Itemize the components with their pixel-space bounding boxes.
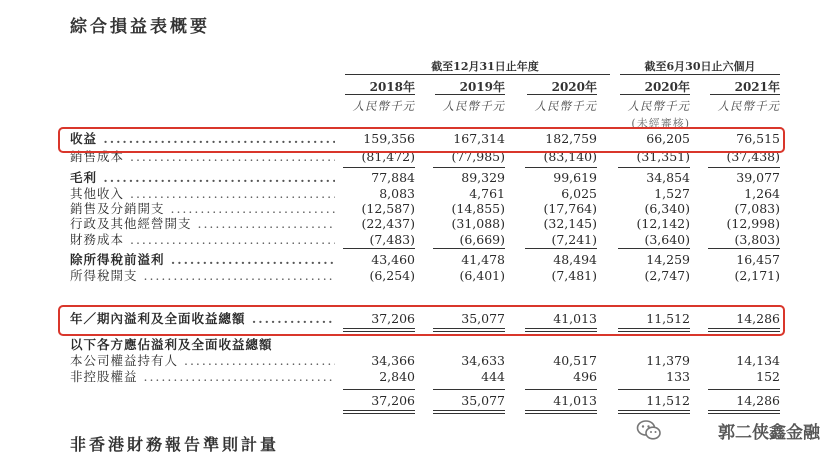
row-value: (3,640): [644, 232, 690, 247]
row-value: 99,619: [553, 170, 597, 185]
row-value: 43,460: [371, 252, 415, 267]
row-value: (7,083): [734, 201, 780, 216]
year-header: 2019年: [459, 80, 505, 94]
row-value: 14,286: [736, 311, 780, 326]
row-value: 14,259: [646, 252, 690, 267]
row-value: 1,264: [744, 186, 780, 201]
row-value: 11,512: [646, 311, 690, 326]
total-rule: [433, 410, 505, 411]
table-row: [70, 216, 790, 232]
row-value: (14,855): [451, 201, 505, 216]
row-value: (6,401): [459, 268, 505, 283]
row-value: 444: [481, 369, 505, 384]
row-label: 行政及其他經營開支 .....: [70, 216, 335, 232]
row-value: (2,747): [644, 268, 690, 283]
row-value: 48,494: [553, 252, 597, 267]
total-rule: [343, 413, 415, 414]
total-rule: [525, 248, 597, 249]
total-rule: [708, 389, 780, 390]
total-rule: [433, 413, 505, 414]
row-value: 182,759: [545, 131, 597, 146]
row-value: (2,171): [734, 268, 780, 283]
total-rule: [708, 410, 780, 411]
row-value: 14,134: [736, 353, 780, 368]
table-row: [70, 337, 790, 353]
row-value: (6,254): [369, 268, 415, 283]
total-rule: [618, 413, 690, 414]
row-value: 2,840: [379, 369, 415, 384]
row-value: 159,356: [363, 131, 415, 146]
row-value: 167,314: [453, 131, 505, 146]
row-label: 銷售及分銷開支 .....: [70, 201, 335, 217]
total-rule: [618, 248, 690, 249]
year-rule: [435, 94, 505, 95]
row-value: (83,140): [543, 149, 597, 164]
unit-label: 人民幣千元: [352, 99, 415, 113]
row-value: 4,761: [469, 186, 505, 201]
group-header-half: 截至6月30日止六個月: [644, 60, 756, 73]
row-value: 76,515: [736, 131, 780, 146]
watermark-text: 郭二侠鑫金融: [718, 423, 820, 443]
row-value: (31,088): [451, 216, 505, 231]
total-rule: [433, 248, 505, 249]
row-label: 除所得稅前溢利 .....: [70, 252, 335, 268]
row-value: (7,481): [551, 268, 597, 283]
row-value: 34,854: [646, 170, 690, 185]
total-rule: [343, 167, 415, 168]
row-value: 77,884: [371, 170, 415, 185]
row-value: 11,512: [646, 393, 690, 408]
table-row: [70, 268, 790, 284]
total-rule: [525, 389, 597, 390]
row-label: 年／期內溢利及全面收益總額 .....: [70, 311, 335, 327]
table-row: [70, 170, 790, 186]
row-value: 35,077: [461, 393, 505, 408]
unaudited-note: (未經審核): [631, 117, 690, 130]
total-rule: [343, 410, 415, 411]
row-value: 89,329: [461, 170, 505, 185]
total-rule: [343, 248, 415, 249]
total-rule: [708, 167, 780, 168]
year-header: 2020年: [551, 80, 597, 94]
year-header: 2020年: [644, 80, 690, 94]
table-row: [70, 201, 790, 217]
row-value: (3,803): [734, 232, 780, 247]
row-label: 非控股權益 .....: [70, 369, 335, 385]
row-value: (37,438): [726, 149, 780, 164]
group-header-year: 截至12月31日止年度: [431, 60, 539, 73]
row-label: 財務成本 .....: [70, 232, 335, 248]
row-value: 8,083: [379, 186, 415, 201]
unit-label: 人民幣千元: [442, 99, 505, 113]
row-value: (6,340): [644, 201, 690, 216]
row-value: 133: [666, 369, 690, 384]
highlight-revenue: [58, 127, 785, 153]
table-row: [70, 353, 790, 369]
row-value: 14,286: [736, 393, 780, 408]
table-row: [70, 252, 790, 268]
row-label: 以下各方應佔溢利及全面收益總額: [70, 337, 273, 352]
row-value: 40,517: [553, 353, 597, 368]
row-label: 其他收入 .....: [70, 186, 335, 202]
row-label: 毛利 .....: [70, 170, 335, 186]
row-label: 收益 .....: [70, 131, 335, 147]
row-value: (7,483): [369, 232, 415, 247]
row-value: 6,025: [561, 186, 597, 201]
year-rule: [620, 94, 690, 95]
year-header: 2018年: [369, 80, 415, 94]
wechat-icon: [636, 419, 662, 441]
total-rule: [708, 413, 780, 414]
row-label: 銷售成本 .....: [70, 149, 335, 165]
table-row: [70, 186, 790, 202]
year-header: 2021年: [734, 80, 780, 94]
row-value: (77,985): [451, 149, 505, 164]
row-value: (6,669): [459, 232, 505, 247]
row-value: 16,457: [736, 252, 780, 267]
row-value: 34,633: [461, 353, 505, 368]
row-value: (17,764): [543, 201, 597, 216]
row-value: (12,998): [726, 216, 780, 231]
row-value: 66,205: [646, 131, 690, 146]
row-value: 39,077: [736, 170, 780, 185]
row-value: 152: [756, 369, 780, 384]
row-value: 41,013: [553, 311, 597, 326]
year-rule: [710, 94, 780, 95]
total-rule: [525, 167, 597, 168]
total-rule: [708, 248, 780, 249]
unit-label: 人民幣千元: [717, 99, 780, 113]
group-rule-year: [345, 74, 610, 75]
row-value: 37,206: [371, 393, 415, 408]
total-rule: [433, 167, 505, 168]
row-value: 1,527: [654, 186, 690, 201]
total-rule: [343, 389, 415, 390]
row-value: 41,478: [461, 252, 505, 267]
row-value: (7,241): [551, 232, 597, 247]
row-value: (81,472): [361, 149, 415, 164]
row-value: 35,077: [461, 311, 505, 326]
page-title: 綜合損益表概要: [70, 17, 210, 37]
row-value: 496: [573, 369, 597, 384]
highlight-total-profit: [58, 305, 785, 336]
total-rule: [618, 167, 690, 168]
table-row: [70, 369, 790, 385]
row-value: (22,437): [361, 216, 415, 231]
row-value: 11,379: [646, 353, 690, 368]
total-rule: [618, 389, 690, 390]
total-rule: [525, 410, 597, 411]
row-value: 41,013: [553, 393, 597, 408]
year-rule: [345, 94, 415, 95]
table-row: [70, 232, 790, 248]
unit-label: 人民幣千元: [627, 99, 690, 113]
group-rule-half: [620, 74, 780, 75]
row-value: (12,142): [636, 216, 690, 231]
row-value: (31,351): [636, 149, 690, 164]
total-rule: [525, 413, 597, 414]
table-row: [70, 393, 790, 409]
total-rule: [618, 410, 690, 411]
year-rule: [527, 94, 597, 95]
row-value: (12,587): [361, 201, 415, 216]
unit-label: 人民幣千元: [534, 99, 597, 113]
row-value: 34,366: [371, 353, 415, 368]
row-label: 本公司權益持有人 .....: [70, 353, 335, 369]
row-value: 37,206: [371, 311, 415, 326]
row-label: 所得稅開支 .....: [70, 268, 335, 284]
footer-heading: 非香港財務報告準則計量: [70, 435, 280, 454]
row-value: (32,145): [543, 216, 597, 231]
total-rule: [433, 389, 505, 390]
